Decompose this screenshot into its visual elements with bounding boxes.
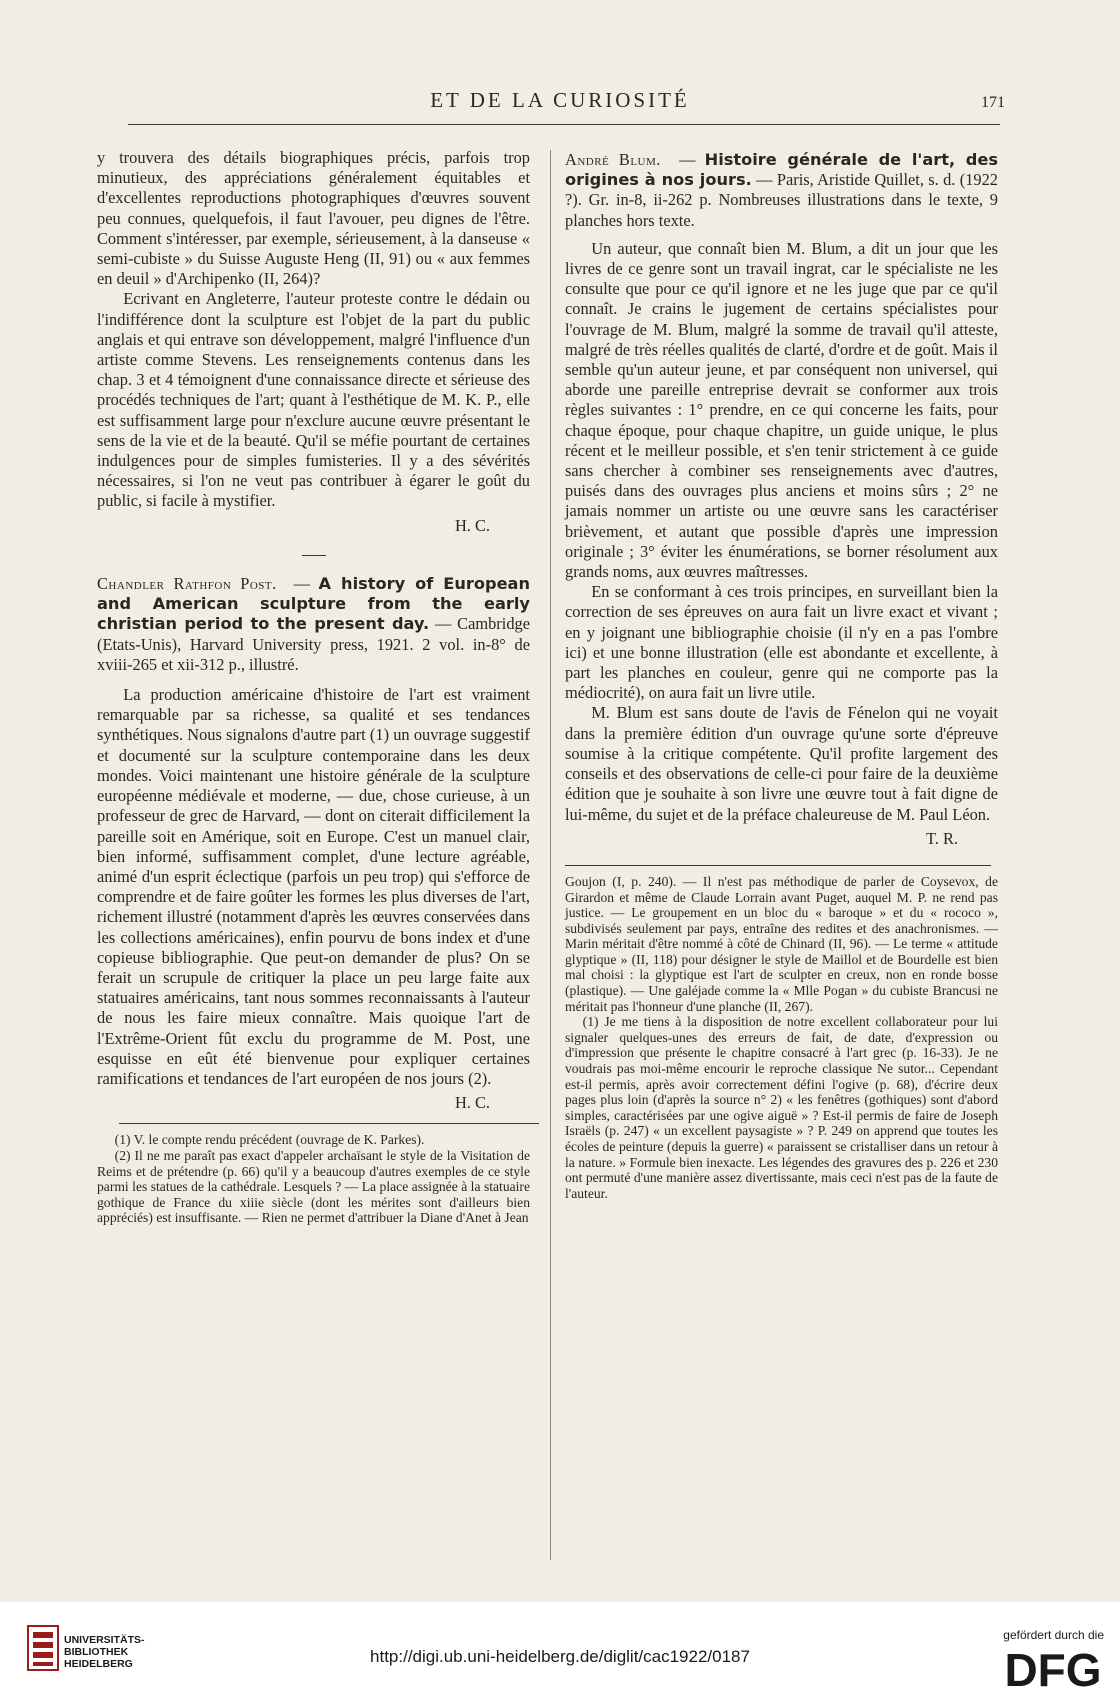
- dfg-logo-icon: [1002, 1644, 1104, 1692]
- permalink-url[interactable]: http://digi.ub.uni-heidelberg.de/diglit/cac1922/0187: [370, 1647, 750, 1666]
- right-column: [565, 148, 998, 1201]
- section-separator: [97, 544, 530, 564]
- funded-by-label: gefördert durch die: [1003, 1628, 1104, 1642]
- page-number: 171: [981, 94, 1005, 111]
- left-paragraph-1: y trouvera des détails biographiques précis, parfois trop minutieux, des appréciations généralement équitables et d'excellentes reproductions photographiques d'œuvres souvent peu connues, quelquefois, il faut l'avouer, peu dignes de l'être. Comment s'intéresser, par exemple, sérieusement, à la danseuse « semi-cubiste » du Suisse Auguste Heng (II, 91) ou « aux femmes en deuil » d'Archipenko (II, 264)?: [97, 148, 530, 289]
- footnote-rule: [565, 865, 991, 866]
- entry-author: Chandler Rathfon Post.: [97, 574, 277, 594]
- right-paragraph-3: M. Blum est sans doute de l'avis de Fénelon qui ne voyait dans la première édition d'un ouvrage qu'une sorte d'épreuve soumise à la critique compétente. Qu'il profite largement des conseils et des observations de celle-ci pour faire de la deuxième édition que je souhaite à son livre une œuvre tout à fait digne de lui-même, du sujet et de la préface chaleureuse de M. Paul Léon.: [565, 703, 998, 824]
- book-entry: Chandler Rathfon Post. — A history of European and American sculpture from the early christian period to the present day. — Cambridge (Etats-Unis), Harvard University press, 1921. 2 vol. in-8° de xviii-265 et xii-312 p., illustré.: [97, 574, 530, 674]
- digitization-footer: [0, 1602, 1120, 1702]
- right-paragraph-1: Un auteur, que connaît bien M. Blum, a dit un jour que les livres de ce genre sont un travail ingrat, car le spécialiste ne les consulte que pour ce qu'il ignore et ne les juge que par ce qu'il connaît. Je crains le jugement de certains spécialistes pour l'ouvrage de M. Blum, malgré la somme de travail qu'il atteste, malgré de très réelles qualités de clarté, d'ordre et de goût. Mais il semble qu'un auteur jeune, et par conséquent non universel, qui aborde une pareille entreprise devrait se conformer aux trois règles suivantes : 1° prendre, en ce qui concerne les faits, pour chaque époque, pour chaque chapitre, un guide unique, le plus récent et le meilleur possible, et s'en tenir strictement à ce guide sans chercher à combiner ses renseignements avec d'autres, puisés dans des ouvrages plus anciens et moins sûrs ; 2° ne jamais nommer un artiste ou une œuvre sans les caractériser brièvement, et autant que possible d'après une impression originale ; 3° éviter les énumérations, se borner résolument aux grands noms, aux œuvres maîtresses.: [565, 238, 998, 582]
- column-divider: [550, 150, 551, 1560]
- signature: T. R.: [925, 828, 958, 848]
- left-paragraph-3: La production américaine d'histoire de l'art est vraiment remarquable par sa richesse, sa qualité et ses tendances synthétiques. Nous signalons d'autre part (1) un ouvrage suggestif et documenté sur la sculpture contemporaine dans les deux mondes. Voici maintenant une histoire générale de la sculpture européenne médiévale et moderne, — due, chose curieuse, à un professeur de grec de Harvard, — dont on citerait difficilement la pareille soit en Amérique, soit en Europe. C'est un manuel clair, bien informé, suffisamment complet, d'une lecture agréable, animé d'un esprit éclectique (parfois un peu trop) qui s'efforce de comprendre et de faire goûter les formes les plus diverses de l'art, richement illustré (notamment d'après les œuvres conservées dans les collections américaines), enfin pourvu de bons index et d'une copieuse bibliographie. Que peut-on demander de plus? On se ferait un scrupule de critiquer la place un peu large faite aux statuaires américains, tant nous sommes reconnaissants à l'auteur de nous les faire mieux connaître. Mais quoique l'art de l'Extrême-Orient fût exclu du programme de M. Post, une esquisse en eût été bienvenue pour expliquer certaines ramifications et tendances de l'art européen de nos jours (2).: [97, 685, 530, 1088]
- footnote-1: (1) V. le compte rendu précédent (ouvrage de K. Parkes).: [114, 1132, 425, 1148]
- footnotes: [97, 1132, 530, 1226]
- footnote-1: (1) Je me tiens à la disposition de notre excellent collaborateur pour lui signaler quelques-unes des erreurs de fait, de date, d'expression ou d'impression que présente le chapitre consacré à l'art grec (p. 16-33). Je ne voudrais pas moi-même encourir le reproche classique Ne sutor... Cependant est-il permis, après avoir correctement défini l'ogive (p. 68), d'écrire deux pages plus loin (d'après la source n° 2) « les fenêtres (gothiques) sont d'abord simples, caractérisées par une ogive aiguë » ? Est-il permis de faire de Joseph Israëls (p. 247) « un excellent paysagiste » ? P. 249 on apprend que toutes les écoles de peinture (depuis la guerre) « paraissent se cristalliser dans un retour à la nature. » Formule bien inexacte. Les légendes des gravures des p. 226 et 230 ont permuté d'une manière assez divertissante, mais ceci n'est pas de la faute de l'auteur.: [565, 1014, 998, 1201]
- left-column: [97, 148, 530, 1226]
- entry-title: A history of European and American sculpture from the early christian period to the present day.: [97, 574, 530, 634]
- running-head: ET DE LA CURIOSITÉ: [430, 88, 690, 112]
- right-paragraph-2: En se conformant à ces trois principes, en surveillant bien la correction de ses épreuves on aura fait un livre exact et vivant ; en y joignant une bibliographie choisie (il n'y en a pas l'ombre ici) et une bonne illustration (elle est abondante et excellente, à part les planches en couleur, genre qui ne comporte pas la médiocrité), on aura fait un livre utile.: [565, 582, 998, 703]
- library-name: UNIVERSITÄTS- BIBLIOTHEK HEIDELBERG: [64, 1634, 145, 1670]
- footnote-rule: [119, 1123, 539, 1124]
- footnotes: [565, 874, 998, 1201]
- header-rule: [128, 124, 1000, 125]
- signature: H. C.: [454, 515, 490, 535]
- entry-publication: — Cambridge (Etats-Unis), Harvard University press, 1921. 2 vol. in-8° de xviii-265 et xii-312 p., illustré.: [97, 614, 530, 674]
- entry-author: André Blum.: [565, 150, 661, 169]
- book-entry: André Blum. — Histoire générale de l'art, des origines à nos jours. — Paris, Aristide Quillet, s. d. (1922 ?). Gr. in-8, ii-262 p. Nombreuses illustrations dans le texte, 9 planches hors texte.: [565, 150, 998, 230]
- signature: H. C.: [454, 1093, 490, 1113]
- footnote-continuation: Goujon (I, p. 240). — Il n'est pas méthodique de parler de Coysevox, de Girardon et même de Claude Lorrain avant Puget, auquel M. P. ne rend pas justice. — Le groupement en un bloc du « baroque » et du « rococo », subdivisés seulement par pays, entraîne des redites et des anachronismes. — Marin méritait d'être nommé à côté de Chinard (II, 96). — Le terme « attitude glyptique » (II, 118) pour désigner le style de Maillol et de Bourdelle est bien mal choisi : la glyptique est l'art de sculpter en creux, non en ronde bosse (plastique). — Une galéjade comme la « Mlle Pogan » du cubiste Brancusi ne méritait pas l'honneur d'une planche (II, 267).: [565, 873, 998, 1014]
- entry-title: Histoire générale de l'art, des origines à nos jours.: [565, 150, 998, 190]
- footnote-2: (2) Il ne me paraît pas exact d'appeler archaïsant le style de la Visitation de Reims et de prétendre (p. 66) qu'il y a beaucoup d'autres exemples de ce style parmi les statues de la cathédrale. Lesquels ? — La place assignée à la statuaire gothique de France du xiiie siècle (dont les mérites sont d'ailleurs bien appréciés) est insuffisante. — Rien ne permet d'attribuer la Diane d'Anet à Jean: [97, 1147, 530, 1226]
- entry-publication: — Paris, Aristide Quillet, s. d. (1922 ?). Gr. in-8, ii-262 p. Nombreuses illustrations dans le texte, 9 planches hors texte.: [565, 170, 998, 230]
- svg-text:DFG: DFG: [1004, 1644, 1102, 1692]
- left-paragraph-2: Ecrivant en Angleterre, l'auteur proteste contre le dédain ou l'indifférence dont la sculpture est l'objet de la part du public anglais et qui entrave son développement, malgré l'influence d'un artiste comme Stevens. Les renseignements contenus dans les chap. 3 et 4 témoignent d'une connaissance directe et sérieuse des procédés techniques de l'art; quant à l'esthétique de M. K. P., elle est suffisamment large pour n'exclure aucune œuvre présentant le sens de la vie et de la beauté. Qu'il se méfie pourtant de certaines indulgences pour de simples fumisteries. Il y a des sévérités nécessaires, si l'on ne veut pas contribuer à égarer le goût du public, si facile à mystifier.: [97, 289, 530, 511]
